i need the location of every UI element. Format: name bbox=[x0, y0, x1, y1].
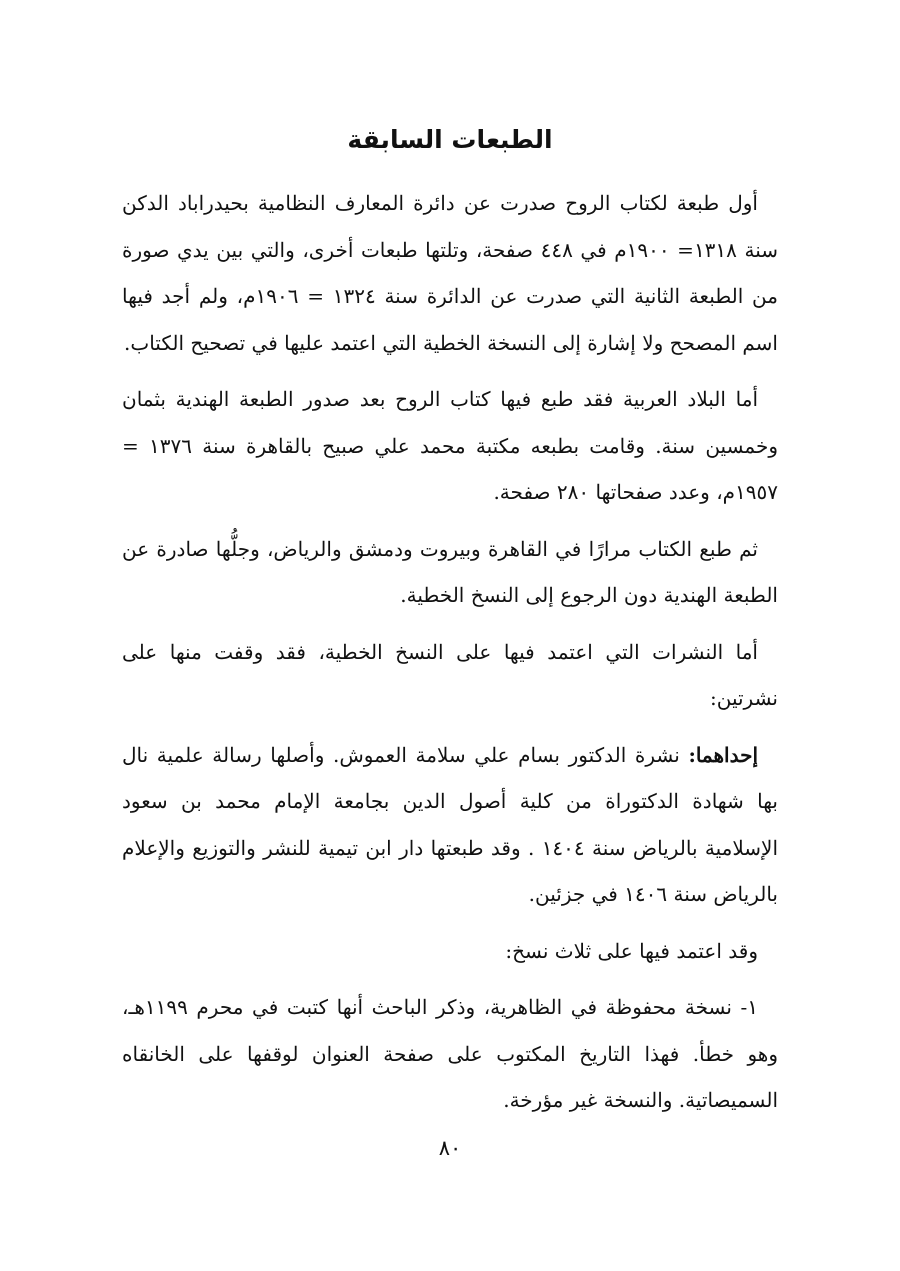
paragraph-text: نشرة الدكتور بسام علي سلامة العموش. وأصلها رسالة علمية نال بها شهادة الدكتوراة من كلية أصول الدين بجامعة الإمام محمد بن سعود الإسلامية بالرياض سنة ١٤٠٤ . وقد طبعتها دار ابن تيمية للنشر والتوزيع والإعلام بالرياض سنة ١٤٠٦ في جزئين. bbox=[122, 742, 778, 906]
page-number: ٨٠ bbox=[438, 1136, 462, 1160]
paragraph-first-edition-ammush bbox=[122, 732, 778, 918]
paragraph-first-edition: أول طبعة لكتاب الروح صدرت عن دائرة المعارف النظامية بحيدراباد الدكن سنة ١٣١٨= ١٩٠٠م في ٤٤٨ صفحة، وتلتها طبعات أخرى، والتي بين يدي صورة من الطبعة الثانية التي صدرت عن الدائرة سنة ١٣٢٤ = ١٩٠٦م، ولم أجد فيها اسم المصحح ولا إشارة إلى النسخة الخطية التي اعتمد عليها في تصحيح الكتاب. bbox=[122, 191, 779, 355]
paragraph-manuscript-editions: أما النشرات التي اعتمد فيها على النسخ الخطية، فقد وقفت منها على نشرتين: bbox=[122, 639, 778, 710]
lead-word: إحداهما: bbox=[688, 742, 758, 767]
paragraph-reprints: ثم طبع الكتاب مرارًا في القاهرة وبيروت ودمشق والرياض، وجلُّها صادرة عن الطبعة الهندية دون الرجوع إلى النسخ الخطية. bbox=[122, 536, 778, 607]
body-text bbox=[122, 180, 778, 1134]
page-title: الطبعات السابقة bbox=[347, 125, 553, 154]
paragraph-arab-editions: أما البلاد العربية فقد طبع فيها كتاب الروح بعد صدور الطبعة الهندية بثمان وخمسين سنة. وقامت بطبعه مكتبة محمد علي صبيح بالقاهرة سنة ١٣٧٦ = ١٩٥٧م، وعدد صفحاتها ٢٨٠ صفحة. bbox=[122, 387, 779, 504]
paragraph-three-copies: وقد اعتمد فيها على ثلاث نسخ: bbox=[505, 938, 758, 963]
list-item-manuscript-1: ١- نسخة محفوظة في الظاهرية، وذكر الباحث أنها كتبت في محرم ١١٩٩هـ، وهو خطأ. فهذا التاريخ المكتوب على صفحة العنوان لوقفها على الخانقاه السميصاتية. والنسخة غير مؤرخة. bbox=[122, 995, 778, 1112]
